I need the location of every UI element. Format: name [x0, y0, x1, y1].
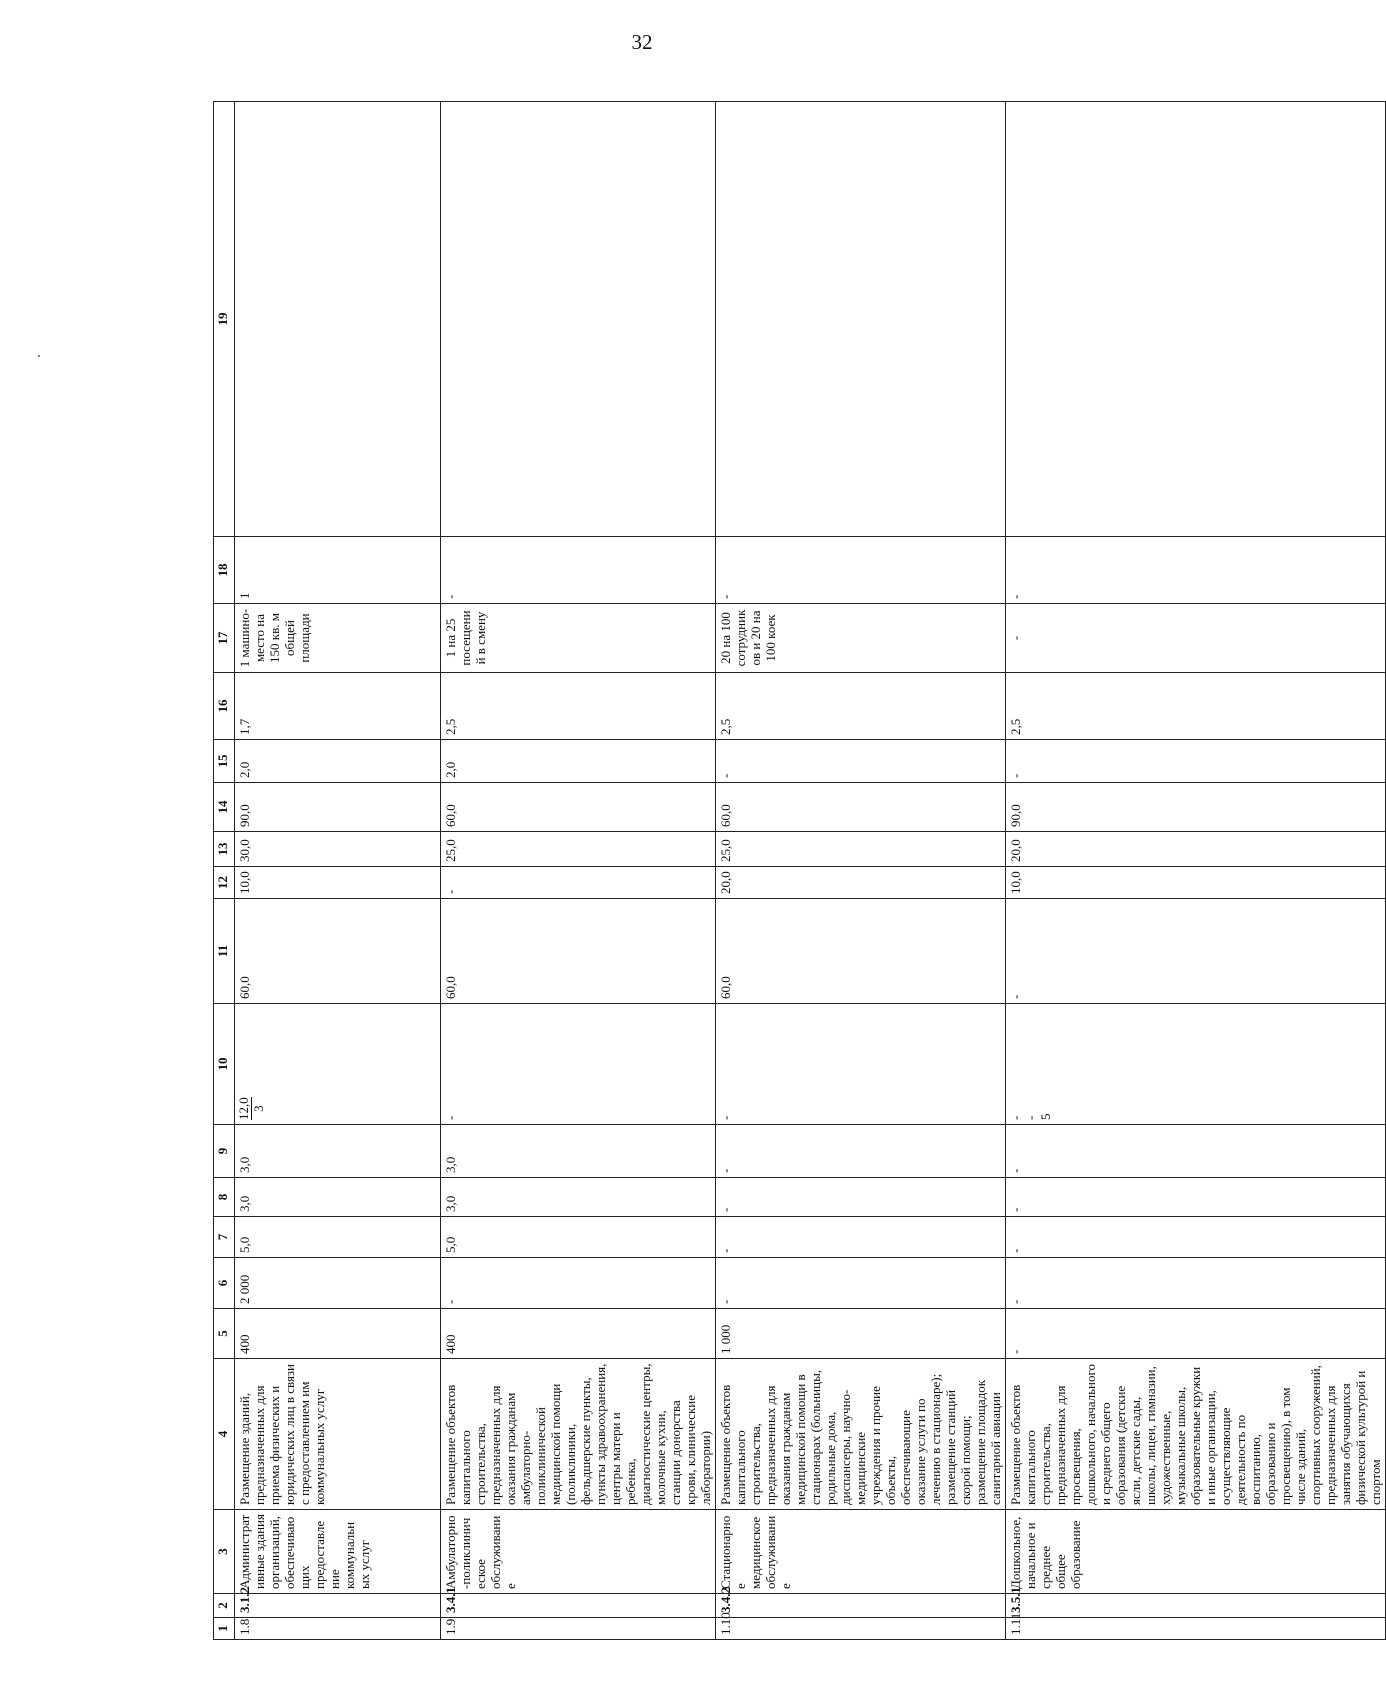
header-row [214, 102, 235, 1640]
cell-col11: - [1006, 899, 1386, 1004]
header-cell: 10 [214, 1004, 235, 1125]
row-number: 1.9 [441, 1618, 716, 1640]
cell-col6: 2 000 [235, 1258, 441, 1309]
cell-col14: 60,0 [716, 783, 1006, 832]
cell-col19 [1006, 102, 1386, 537]
cell-col15: - [716, 740, 1006, 783]
cell-col6: - [441, 1258, 716, 1309]
header-cell: 7 [214, 1217, 235, 1258]
table-row [235, 102, 441, 1640]
fraction-denominator: 3 [251, 1105, 266, 1112]
page-number: 32 [631, 30, 653, 54]
cell-col10: - [716, 1004, 1006, 1125]
cell-col11: 60,0 [441, 899, 716, 1004]
row-number: 1.10 [716, 1618, 1006, 1640]
use-code: 3.1.2 [235, 1594, 441, 1618]
cell-col9: - [716, 1125, 1006, 1178]
cell-col6: - [716, 1258, 1006, 1309]
cell-col10 [235, 1004, 441, 1125]
header-cell: 1 [214, 1618, 235, 1640]
cell-col12: 10,0 [1006, 867, 1386, 899]
cell-col9: 3,0 [441, 1125, 716, 1178]
use-type-name: Дошкольное, начальное и среднее общее образование [1006, 1510, 1386, 1594]
cell-col8: 3,0 [235, 1178, 441, 1217]
cell-col10-line: - [1008, 1115, 1023, 1120]
cell-col16: 1,7 [235, 673, 441, 740]
cell-col10-line: - [1023, 1115, 1038, 1120]
use-description: Размещение объектов капитального строительства, предназначенных для оказания гражданам медицинской помощи в стационарах (больницы, родильные дома, диспансеры, научно-медицинские учреждения и прочие объекты, обеспечивающие оказание услуги по лечению в стационаре); размещение станций скорой помощи; размещение площадок санитарной авиации [716, 1359, 1006, 1510]
cell-col12: 20,0 [716, 867, 1006, 899]
use-code: 3.5.1 [1006, 1594, 1386, 1618]
use-description: Размещение зданий, предназначенных для приема физических и юридических лиц в связи с предоставлением им коммунальных услуг [235, 1359, 441, 1510]
cell-col7: - [716, 1217, 1006, 1258]
cell-col19 [441, 102, 716, 537]
header-cell: 14 [214, 783, 235, 832]
use-description: Размещение объектов капитального строительства, предназначенных для просвещения, дошкольного, начального и среднего общего образования (детские ясли, детские сады, школы, лицеи, гимназии, художественные, музыкальные школы, образовательные кружки и иные организации, осуществляющие деятельность по воспитанию, образованию и просвещению), в том числе зданий, спортивных сооружений, предназначенных для занятия обучающихся физической культурой и спортом [1006, 1359, 1386, 1510]
header-cell: 17 [214, 604, 235, 673]
table-row [1006, 102, 1386, 1640]
cell-col14: 90,0 [1006, 783, 1386, 832]
cell-col8: - [716, 1178, 1006, 1217]
fraction-numerator: 12,0 [236, 1097, 251, 1120]
cell-col11: 60,0 [716, 899, 1006, 1004]
cell-col18: - [441, 537, 716, 604]
cell-col5: 400 [441, 1309, 716, 1359]
cell-col10: - [441, 1004, 716, 1125]
header-cell: 6 [214, 1258, 235, 1309]
cell-col5: 1 000 [716, 1309, 1006, 1359]
table-row [441, 102, 716, 1640]
header-cell: 4 [214, 1359, 235, 1510]
cell-col17: 20 на 100 сотрудников и 20 на 100 коек [716, 604, 1006, 673]
header-cell: 5 [214, 1309, 235, 1359]
cell-col7: - [1006, 1217, 1386, 1258]
use-description: Размещение объектов капитального строительства, предназначенных для оказания гражданам амбулаторно-поликлинической медицинской помощи (поликлиники, фельдшерские пункты, пункты здравоохранения, центры матери и ребенка, диагностические центры, молочные кухни, станции донорства крови, клинические лаборатории) [441, 1359, 716, 1510]
cell-col9: - [1006, 1125, 1386, 1178]
header-cell: 18 [214, 537, 235, 604]
use-type-name: Административные здания организаций, обеспечивающих предоставление коммунальных услуг [235, 1510, 441, 1594]
cell-col18: 1 [235, 537, 441, 604]
cell-col13: 25,0 [716, 832, 1006, 867]
cell-col12: 10,0 [235, 867, 441, 899]
header-cell: 15 [214, 740, 235, 783]
cell-col17: 1 машино-место на 150 кв. м общей площади [235, 604, 441, 673]
table-row [716, 102, 1006, 1640]
cell-col9: 3,0 [235, 1125, 441, 1178]
header-cell: 9 [214, 1125, 235, 1178]
cell-col16: 2,5 [441, 673, 716, 740]
header-cell: 11 [214, 899, 235, 1004]
land-use-parameters-table [213, 101, 1386, 1640]
cell-col7: 5,0 [235, 1217, 441, 1258]
cell-col16: 2,5 [716, 673, 1006, 740]
use-code: 3.4.1 [441, 1594, 716, 1618]
cell-col17: 1 на 25 посещений в смену [441, 604, 716, 673]
cell-col18: - [1006, 537, 1386, 604]
cell-col6: - [1006, 1258, 1386, 1309]
cell-col7: 5,0 [441, 1217, 716, 1258]
header-cell: 16 [214, 673, 235, 740]
header-cell: 12 [214, 867, 235, 899]
cell-col5: 400 [235, 1309, 441, 1359]
cell-col15: - [1006, 740, 1386, 783]
cell-col14: 90,0 [235, 783, 441, 832]
cell-col8: - [1006, 1178, 1386, 1217]
use-type-name: Стационарное медицинское обслуживание [716, 1510, 1006, 1594]
cell-col13: 20,0 [1006, 832, 1386, 867]
row-number: 1.8 [235, 1618, 441, 1640]
cell-col5: - [1006, 1309, 1386, 1359]
cell-col10 [1006, 1004, 1386, 1125]
cell-col12: - [441, 867, 716, 899]
use-type-name: Амбулаторно-поликлиническое обслуживание [441, 1510, 716, 1594]
cell-col15: 2,0 [235, 740, 441, 783]
cell-col13: 30,0 [235, 832, 441, 867]
cell-col16: 2,5 [1006, 673, 1386, 740]
row-number: 1.11 [1006, 1618, 1386, 1640]
cell-col19 [235, 102, 441, 537]
cell-col14: 60,0 [441, 783, 716, 832]
cell-col18: - [716, 537, 1006, 604]
cell-col19 [716, 102, 1006, 537]
cell-col15: 2,0 [441, 740, 716, 783]
use-code: 3.4.2 [716, 1594, 1006, 1618]
header-cell: 19 [214, 102, 235, 537]
header-cell: 2 [214, 1594, 235, 1618]
rotated-table-wrapper [213, 102, 1383, 1640]
fraction-value [237, 1097, 266, 1120]
header-cell: 8 [214, 1178, 235, 1217]
cell-col17: - [1006, 604, 1386, 673]
cell-col11: 60,0 [235, 899, 441, 1004]
header-cell: 3 [214, 1510, 235, 1594]
scan-speck [38, 355, 40, 357]
cell-col13: 25,0 [441, 832, 716, 867]
cell-col10-line: 5 [1038, 1113, 1053, 1120]
cell-col8: 3,0 [441, 1178, 716, 1217]
header-cell: 13 [214, 832, 235, 867]
